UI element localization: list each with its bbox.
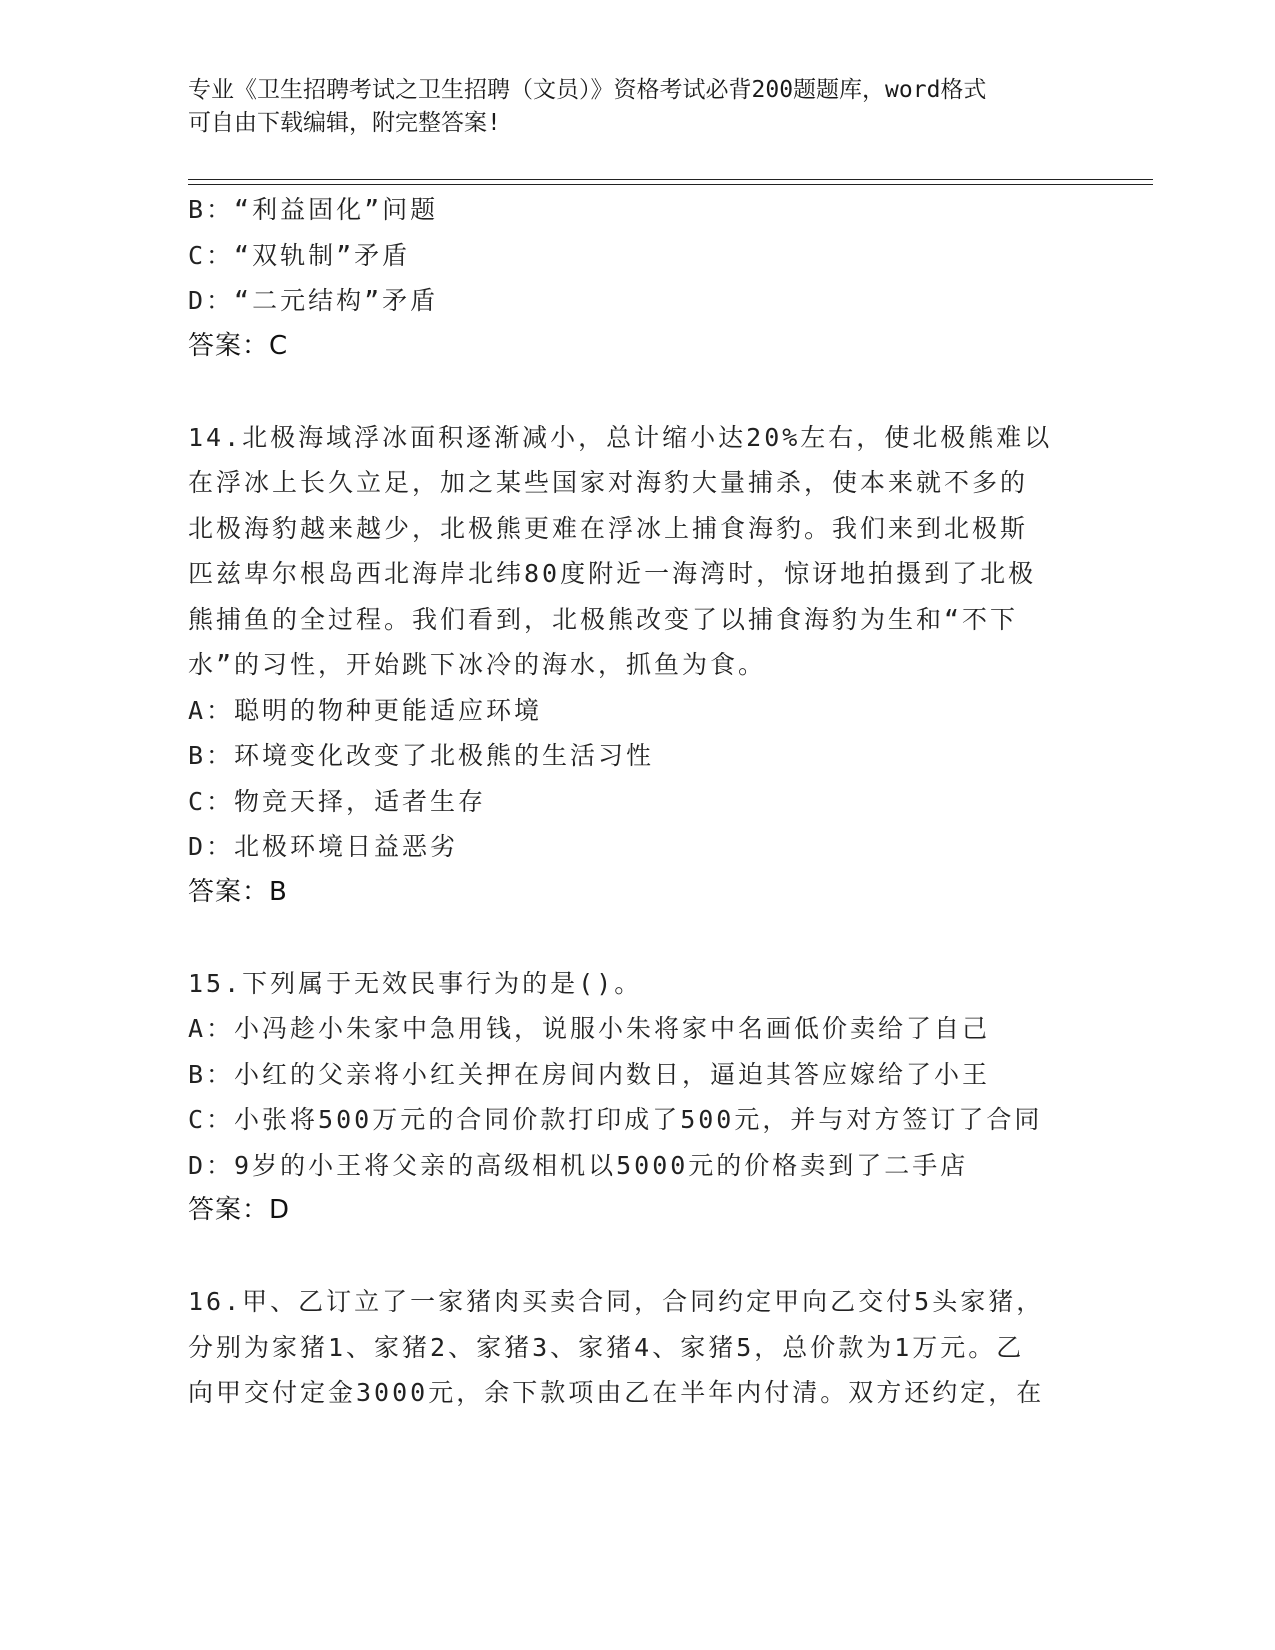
question-stem-line: 水”的习性，开始跳下冰冷的海水，抓鱼为食。 (188, 650, 767, 679)
option-c: C：小张将500万元的合同价款打印成了500元，并与对方签订了合同 (188, 1105, 1043, 1134)
question-stem-line: 16.甲、乙订立了一家猪肉买卖合同，合同约定甲向乙交付5头家猪， (188, 1287, 1045, 1316)
spacer (188, 1234, 1088, 1280)
answer-line: 答案：C (188, 330, 289, 361)
question-14 (188, 415, 1088, 916)
header-divider-top (188, 179, 1153, 180)
question-stem-line: 14.北极海域浮冰面积逐渐减小，总计缩小达20%左右，使北极熊难以 (188, 422, 1053, 452)
spacer (188, 369, 1088, 415)
option-b: B：“利益固化”问题 (188, 195, 439, 224)
option-d: D：9岁的小王将父亲的高级相机以5000元的价格卖到了二手店 (188, 1150, 969, 1180)
spacer (188, 915, 1088, 961)
question-16 (188, 1279, 1088, 1416)
header-title-line-1: 专业《卫生招聘考试之卫生招聘（文员）》资格考试必背200题题库，word格式 (188, 77, 987, 103)
question-stem-line: 在浮冰上长久立足，加之某些国家对海豹大量捕杀，使本来就不多的 (188, 468, 1029, 497)
option-a: A：聪明的物种更能适应环境 (188, 695, 543, 725)
document-body (188, 187, 1088, 1416)
answer-line: 答案：D (188, 1195, 291, 1225)
header-divider-bottom (188, 184, 1153, 185)
question-stem-line: 分别为家猪1、家猪2、家猪3、家猪4、家猪5，总价款为1万元。乙 (188, 1332, 1025, 1362)
option-b: B：小红的父亲将小红关押在房间内数日，逼迫其答应嫁给了小王 (188, 1059, 991, 1089)
answer-line: 答案：B (188, 876, 288, 907)
document-header (188, 74, 1078, 140)
option-c: C：“双轨制”矛盾 (188, 240, 411, 270)
option-b: B：环境变化改变了北极熊的生活习性 (188, 741, 655, 770)
question-stem-line: 向甲交付定金3000元，余下款项由乙在半年内付清。双方还约定，在 (188, 1378, 1045, 1407)
header-title-line-2: 可自由下载编辑，附完整答案! (188, 110, 501, 136)
option-a: A：小冯趁小朱家中急用钱，说服小朱将家中名画低价卖给了自己 (188, 1014, 991, 1043)
question-15 (188, 961, 1088, 1234)
question-stem-line: 15.下列属于无效民事行为的是()。 (188, 968, 643, 998)
option-c: C：物竞天择，适者生存 (188, 786, 487, 816)
option-d: D：北极环境日益恶劣 (188, 832, 459, 861)
question-stem-line: 匹兹卑尔根岛西北海岸北纬80度附近一海湾时，惊讶地拍摄到了北极 (188, 559, 1037, 588)
question-13 (188, 187, 1088, 369)
question-stem-line: 北极海豹越来越少，北极熊更难在浮冰上捕食海豹。我们来到北极斯 (188, 513, 1029, 543)
question-stem-line: 熊捕鱼的全过程。我们看到，北极熊改变了以捕食海豹为生和“不下 (188, 604, 1019, 634)
option-d: D：“二元结构”矛盾 (188, 286, 439, 315)
